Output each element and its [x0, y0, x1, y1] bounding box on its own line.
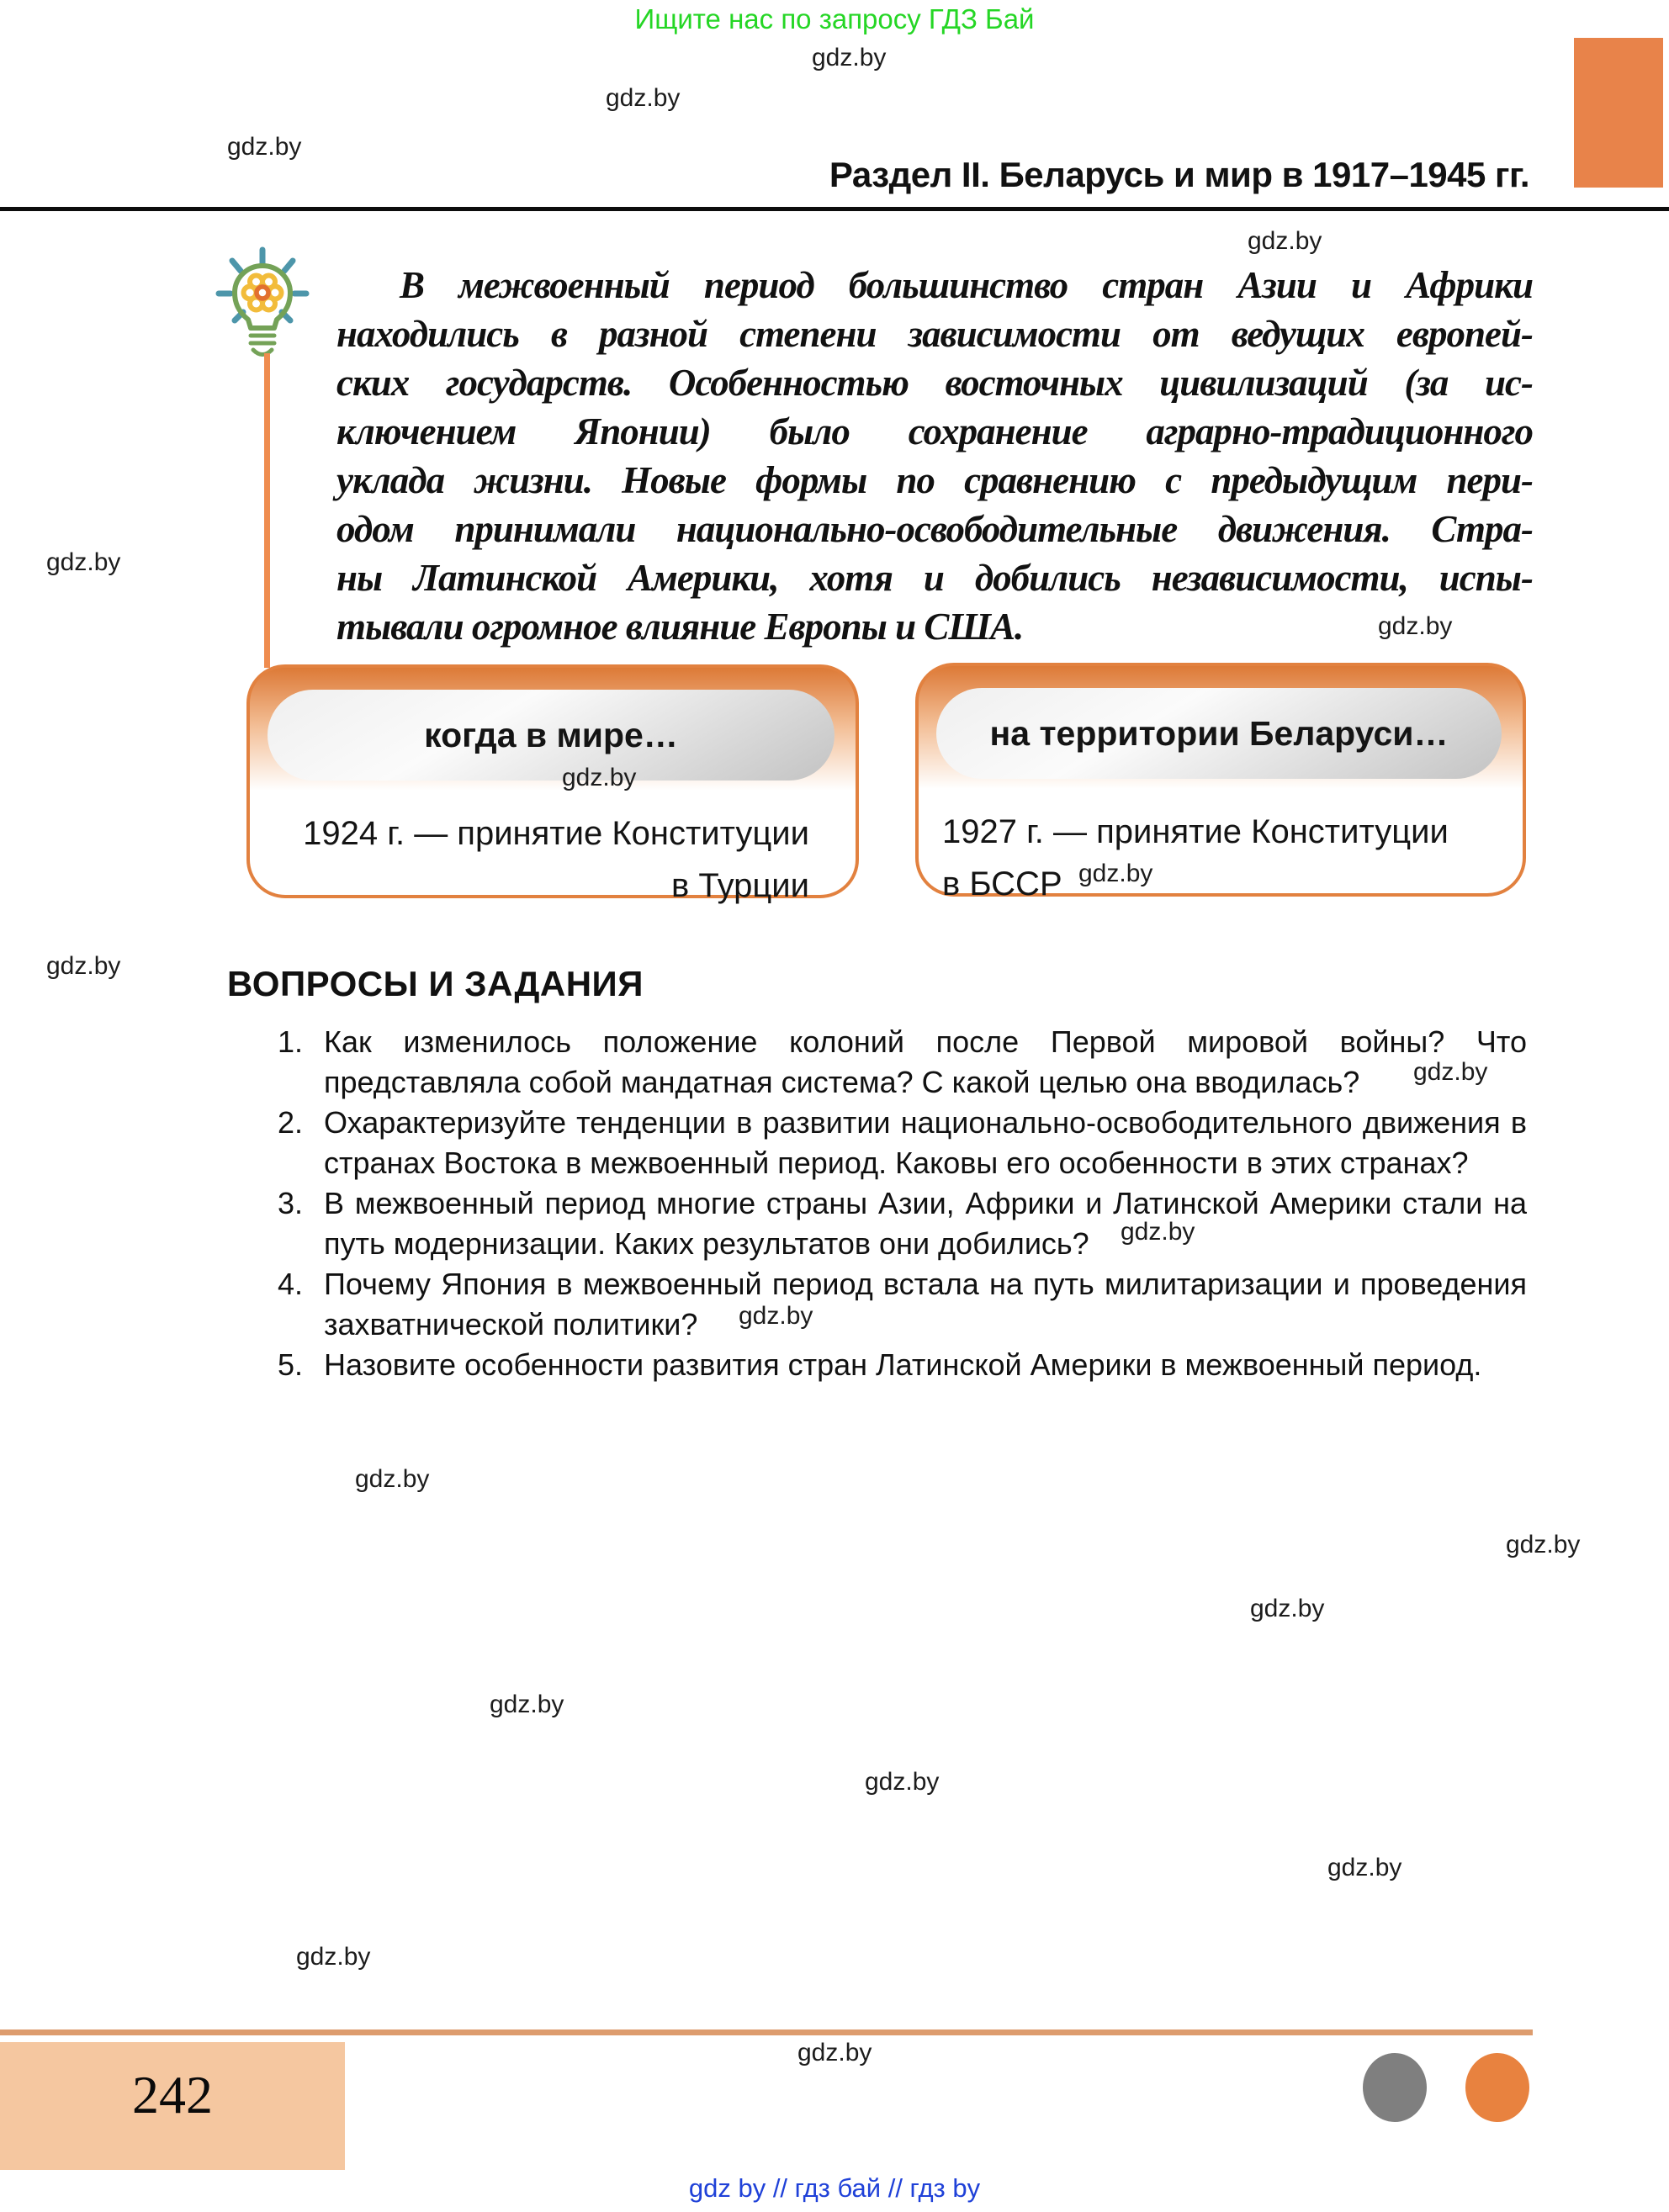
page-title: Раздел II. Беларусь и мир в 1917–1945 гг.	[829, 155, 1529, 194]
questions-list	[278, 1022, 1527, 1385]
timeline-card-belarus	[915, 663, 1526, 902]
question-item	[278, 1264, 1527, 1345]
lightbulb-icon	[213, 245, 312, 357]
watermark: gdz.by	[1327, 1854, 1402, 1881]
gray-dot-icon	[1363, 2053, 1427, 2122]
event-line: в Турции	[671, 867, 809, 904]
question-item	[278, 1103, 1527, 1183]
watermark: gdz.by	[1248, 227, 1322, 255]
watermark: gdz.by	[227, 133, 302, 161]
header-divider	[0, 207, 1669, 211]
timeline-card-belarus-event	[919, 806, 1523, 910]
timeline-connector-line	[264, 353, 270, 668]
intro-line: одом принимали национально-освободительные движения. Стра-	[336, 508, 1533, 550]
watermark: gdz.by	[296, 1943, 371, 1971]
intro-line: тывали огромное влияние Европы и США.	[336, 606, 1024, 648]
question-number: 4.	[278, 1267, 304, 1301]
watermark: gdz.by	[812, 44, 887, 71]
question-item	[278, 1022, 1527, 1103]
intro-text	[336, 261, 1533, 651]
promo-banner-text: Ищите нас по запросу ГДЗ Бай	[634, 3, 1035, 34]
watermark: gdz.by	[797, 2039, 872, 2066]
watermark: gdz.by	[1121, 1218, 1195, 1246]
watermark: gdz.by	[1250, 1595, 1325, 1622]
intro-line: В межвоенный период большинство стран Азии и Африки	[400, 264, 1533, 306]
question-number: 1.	[278, 1024, 304, 1059]
section-tab-marker	[1574, 38, 1663, 188]
watermark: gdz.by	[1078, 860, 1153, 887]
intro-line: ских государств. Особенностью восточных цивилизаций (за ис-	[336, 362, 1533, 404]
question-number: 5.	[278, 1347, 304, 1382]
event-line: в БССР	[942, 865, 1062, 902]
timeline-card-belarus-title: на территории Беларуси…	[936, 688, 1502, 779]
watermark: gdz.by	[1506, 1531, 1581, 1558]
timeline-card-world-event	[250, 807, 856, 912]
question-item	[278, 1345, 1527, 1385]
intro-line: ключением Японии) было сохранение аграрно-традиционного	[336, 410, 1533, 452]
event-line: 1924 г. — принятие Конституции	[303, 815, 809, 852]
watermark: gdz.by	[490, 1691, 564, 1718]
watermark: gdz.by	[1413, 1058, 1488, 1086]
question-number: 3.	[278, 1186, 304, 1220]
timeline-card-world	[246, 664, 859, 904]
question-text: Почему Япония в межвоенный период встала на путь милитаризации и проведения захватнической политики?	[324, 1267, 1527, 1341]
watermark: gdz.by	[562, 764, 637, 791]
watermark: gdz.by	[355, 1465, 430, 1493]
watermark: gdz.by	[739, 1302, 813, 1330]
watermark: gdz.by	[46, 952, 121, 980]
orange-dot-icon	[1465, 2053, 1529, 2122]
intro-line: уклада жизни. Новые формы по сравнению с предыдущим пери-	[336, 459, 1533, 501]
question-text: В межвоенный период многие страны Азии, Африки и Латинской Америки стали на путь модернизации. Каких результатов они добились?	[324, 1186, 1527, 1261]
watermark: gdz.by	[865, 1768, 940, 1796]
page-number: 242	[132, 2065, 213, 2125]
question-text: Как изменилось положение колоний после Первой мировой войны? Что представляла собой мандатная система? С какой целью она вводилась?	[324, 1024, 1527, 1099]
questions-heading: ВОПРОСЫ И ЗАДАНИЯ	[227, 964, 644, 1003]
footer-divider	[0, 2029, 1533, 2035]
timeline-card-world-title: когда в мире…	[268, 690, 834, 781]
question-number: 2.	[278, 1105, 304, 1140]
intro-line: ны Латинской Америки, хотя и добились независимости, испы-	[336, 557, 1533, 599]
watermark: gdz.by	[1378, 612, 1453, 640]
watermark: gdz.by	[46, 548, 121, 576]
watermark: gdz.by	[606, 84, 681, 112]
page-number-box	[0, 2042, 345, 2170]
question-item	[278, 1183, 1527, 1264]
question-text: Назовите особенности развития стран Латинской Америки в межвоенный период.	[324, 1347, 1482, 1382]
intro-line: находились в разной степени зависимости от ведущих европей-	[336, 313, 1533, 355]
question-text: Охарактеризуйте тенденции в развитии национально-освободительного движения в странах Востока в межвоенный период. Каковы его особенности в этих странах?	[324, 1105, 1527, 1180]
event-line: 1927 г. — принятие Конституции	[942, 813, 1449, 850]
footer-links[interactable]: gdz by // гдз бай // гдз by	[688, 2173, 981, 2203]
